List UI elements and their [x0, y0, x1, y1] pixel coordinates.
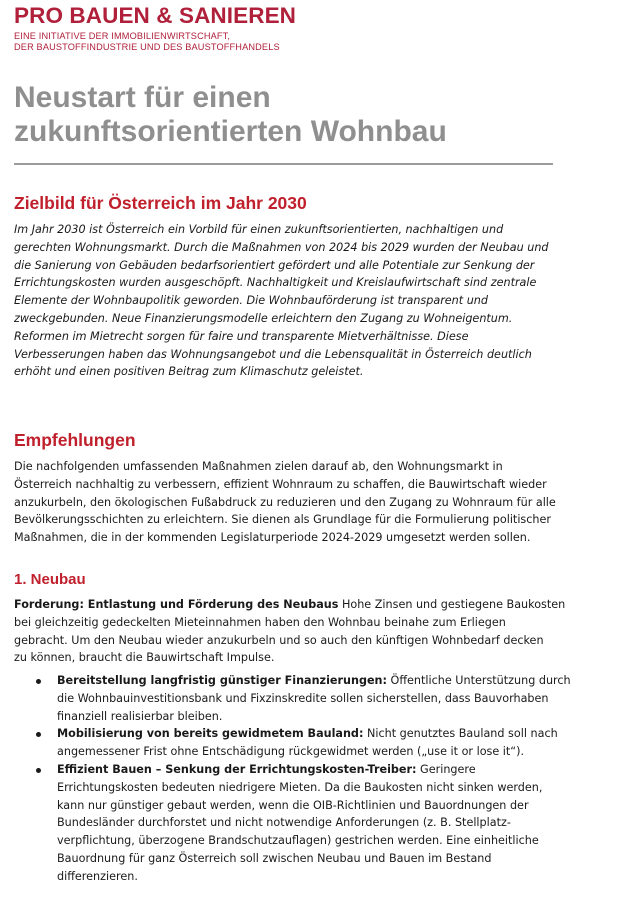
list-item-line: Errichtungskosten bedeuten niedrigere Mieten. Da die Baukosten nicht sinken werden,: [57, 780, 543, 794]
paragraph-line: erhöht und einen positiven Beitrag zum Klimaschutz geleistet.: [14, 365, 364, 379]
list-item-line: Bundesländer durchforstet und nicht notwendige Anforderungen (z. B. Stellplatz-: [57, 816, 511, 830]
list-item-text: Geringere: [416, 762, 476, 776]
paragraph-line: Im Jahr 2030 ist Österreich ein Vorbild für einen zukunftsorientierten, nachhaltigen und: [14, 223, 504, 236]
list-item: [36, 672, 571, 725]
org-subtitle-line: DER BAUSTOFFINDUSTRIE UND DES BAUSTOFFHANDELS: [14, 42, 280, 52]
list-item-title: Effizient Bauen – Senkung der Errichtungskosten-Treiber:: [57, 762, 417, 776]
paragraph-line: Maßnahmen, die in der kommenden Legislaturperiode 2024-2029 umgesetzt werden sollen.: [14, 531, 531, 545]
list-item-line: finanziell realisierbar bleiben.: [57, 709, 223, 723]
list-item-title: Bereitstellung langfristig günstiger Finanzierungen:: [57, 674, 387, 687]
requirement-label: Forderung: Entlastung und Förderung des Neubaus: [14, 598, 339, 611]
list-item-line: angemessener Frist ohne Entschädigung rückgewidmet werden („use it or lose it“).: [57, 745, 525, 759]
document-title-line: zukunftsorientierten Wohnbau: [14, 115, 447, 148]
vision-paragraph: [14, 221, 549, 381]
list-item-line: die Wohnbauinvestitionsbank und Fixzinskredite sollen sicherstellen, dass Bauvorhaben: [57, 691, 549, 705]
paragraph-line: Verbesserungen haben das Wohnungsangebot und die Lebensqualität in Österreich deutlich: [14, 347, 532, 361]
document-title: [14, 81, 574, 149]
org-logo-title: PRO BAUEN & SANIEREN: [14, 3, 297, 28]
paragraph-line: bei gleichzeitig gedeckelten Mieteinnahmen haben den Wohnbau beinahe zum Erliegen: [14, 615, 506, 629]
paragraph-line: Elemente der Wohnbaupolitik geworden. Die Wohnbauförderung ist transparent und: [14, 294, 488, 308]
list-item-line: Bauordnung für ganz Österreich soll zwischen Neubau und Bauen im Bestand: [57, 851, 492, 865]
bullet-dot-icon: [36, 679, 41, 684]
neubau-bullet-list: [36, 672, 571, 886]
org-logo-subtitle: [14, 31, 280, 53]
title-divider: [14, 163, 553, 165]
paragraph-line: Die nachfolgenden umfassenden Maßnahmen zielen darauf ab, den Wohnungsmarkt in: [14, 460, 503, 473]
paragraph-line: gerechten Wohnungsmarkt. Durch die Maßnahmen von 2024 bis 2029 wurden der Neubau und: [14, 240, 549, 254]
list-item-title: Mobilisierung von bereits gewidmetem Bauland:: [57, 727, 364, 741]
paragraph-line: die Sanierung von Gebäuden bedarfsorientiert gefördert und alle Potentiale zur Senkung der: [14, 258, 535, 272]
paragraph-line: zu können, braucht die Bauwirtschaft Impulse.: [14, 651, 275, 665]
recommendations-paragraph: [14, 458, 556, 547]
paragraph-line: Reformen im Mietrecht sorgen für faire und transparente Mietverhältnisse. Diese: [14, 329, 469, 343]
list-item-line: verpflichtung, überzogene Brandschutzauflagen) gestrichen werden. Eine einheitliche: [57, 834, 539, 848]
paragraph-line: gebracht. Um den Neubau wieder anzukurbeln und so auch den künftigen Wohnbedarf decken: [14, 633, 544, 647]
bullet-dot-icon: [36, 768, 41, 773]
list-item-text: Nicht genutztes Bauland soll nach: [363, 727, 558, 741]
list-item-line: [57, 761, 571, 779]
list-item-text: Öffentliche Unterstützung durch: [386, 674, 571, 687]
list-item-line: differenzieren.: [57, 869, 138, 883]
list-item: [36, 761, 571, 886]
recommendations-heading: Empfehlungen: [14, 430, 136, 450]
paragraph-line: Österreich nachhaltig zu verbessern, effizient Wohnraum zu schaffen, die Bauwirtschaft wieder: [14, 477, 547, 491]
neubau-requirement-paragraph: [14, 596, 565, 667]
document-title-line: Neustart für einen: [14, 81, 271, 114]
list-item: [36, 725, 571, 761]
list-item-line: kann nur günstiger gebaut werden, wenn die OIB-Richtlinien und Bauordnungen der: [57, 798, 529, 812]
list-item-line: [57, 725, 571, 743]
list-item-line: [57, 672, 571, 690]
paragraph-line: Errichtungskosten wurden ausgeschöpft. Nachhaltigkeit und Kreislaufwirtschaft sind zentrale: [14, 276, 537, 290]
neubau-heading: 1. Neubau: [14, 571, 86, 588]
vision-heading: Zielbild für Österreich im Jahr 2030: [14, 193, 307, 213]
paragraph-line: [14, 596, 565, 614]
requirement-text: Hohe Zinsen und gestiegene Baukosten: [338, 598, 566, 611]
org-subtitle-line: EINE INITIATIVE DER IMMOBILIENWIRTSCHAFT,: [14, 31, 231, 41]
paragraph-line: anzukurbeln, den ökologischen Fußabdruck zu reduzieren und den Zugang zu Wohnraum für alle: [14, 495, 556, 509]
paragraph-line: Bevölkerungsschichten zu erleichtern. Sie dienen als Grundlage für die Formulierung politischer: [14, 513, 551, 527]
paragraph-line: zweckgebunden. Neue Finanzierungsmodelle erleichtern den Zugang zu Wohneigentum.: [14, 311, 513, 325]
bullet-dot-icon: [36, 732, 41, 737]
